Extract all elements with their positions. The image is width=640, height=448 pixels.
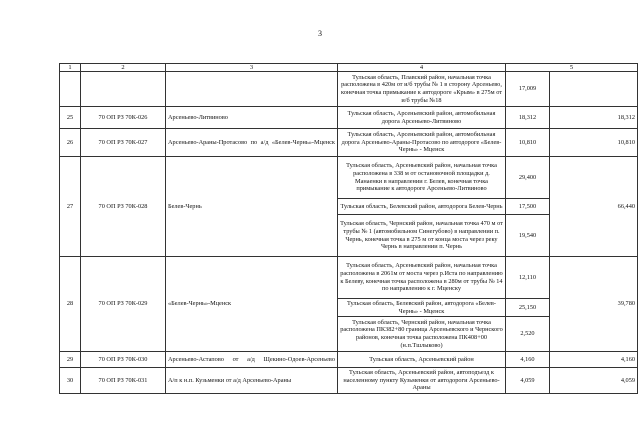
header-cell-2: 2 <box>81 64 166 72</box>
header-cell-5: 5 <box>506 64 638 72</box>
table-row <box>60 352 638 368</box>
segment-description: Тульская область, Чернский район, начальная точка расположена ПК382+80 граница Арсеньевского и Чернского районов, конечная точка расположена ПК408+00 (н.п.Тшлыково) <box>338 317 506 352</box>
row-number: 30 <box>60 368 81 394</box>
page-number: 3 <box>318 29 322 38</box>
segment-description: Тульская область, Арсеньевский район, начальная точка расположена в 2061м от моста через р.Иста по направлению к Белеву, конечная точка расположена в 280м от трубы № 14 по направлению к г. Мценску <box>338 257 506 299</box>
segment-description: Тульская область, Арсеньевский район, автоподъезд к населенному пункту Кузьменки от автодороги Арсеньево-Араны <box>338 368 506 394</box>
segment-description: Тульская область, Арсеньевский район, автомобильная дорога Арсеньево-Араны-Протасово по автодороге «Белев-Чернь» - Мценск <box>338 129 506 157</box>
road-name: Белев-Чернь <box>166 157 338 257</box>
road-total-length: 10,810 <box>550 129 638 157</box>
table-row <box>60 107 638 129</box>
segment-description: Тульская область, Плавский район, начальная точка расположена в 420м от и/б трубы № 1 в сторону Арсеньево, конечная точка примыкание к автодороге «Крым» в 275м от и/б трубы №18 <box>338 72 506 107</box>
road-id: 70 ОП РЗ 70К-028 <box>81 157 166 257</box>
road-id: 70 ОП РЗ 70К-027 <box>81 129 166 157</box>
segment-description: Тульская область, Чернский район, начальная точка 470 м от трубы № 1 (автомобильном Синегубово) в направлении п. Чернь, конечная точка в 275 м от конца моста через реку Чернь в направлении п. Чернь <box>338 215 506 257</box>
road-total-length: 66,440 <box>550 157 638 257</box>
segment-description: Тульская область, Белевский район, автодорога «Белев-Чернь» - Мценск <box>338 299 506 317</box>
row-number: 27 <box>60 157 81 257</box>
row-number: 28 <box>60 257 81 352</box>
road-name: Арсеньево-Литвиново <box>166 107 338 129</box>
table-row <box>60 368 638 394</box>
segment-length: 12,110 <box>506 257 550 299</box>
segment-description: Тульская область, Арсеньевский район, начальная точка расположена в 338 м от остановочной площадки д. Манаенки в направлении г. Белев, конечная точка примыкание к автодороге Арсеньево-Литвиново <box>338 157 506 199</box>
road-total-length: 18,312 <box>550 107 638 129</box>
road-id: 70 ОП РЗ 70К-031 <box>81 368 166 394</box>
header-cell-1: 1 <box>60 64 81 72</box>
header-cell-3: 3 <box>166 64 338 72</box>
segment-length: 10,810 <box>506 129 550 157</box>
road-total-length: 4,160 <box>550 352 638 368</box>
header-cell-4: 4 <box>338 64 506 72</box>
row-number: 25 <box>60 107 81 129</box>
segment-length: 18,312 <box>506 107 550 129</box>
segment-length: 25,150 <box>506 299 550 317</box>
road-id: 70 ОП РЗ 70К-026 <box>81 107 166 129</box>
road-id: 70 ОП РЗ 70К-030 <box>81 352 166 368</box>
road-id: 70 ОП РЗ 70К-029 <box>81 257 166 352</box>
header-row <box>60 64 638 72</box>
segment-length: 17,009 <box>506 72 550 107</box>
table-row <box>60 129 638 157</box>
segment-length: 2,520 <box>506 317 550 352</box>
table-row <box>60 72 638 107</box>
table-row <box>60 257 638 299</box>
road-total-length: 4,059 <box>550 368 638 394</box>
segment-length: 29,400 <box>506 157 550 199</box>
segment-length: 4,160 <box>506 352 550 368</box>
segment-length: 17,500 <box>506 199 550 215</box>
row-number: 26 <box>60 129 81 157</box>
row-number: 29 <box>60 352 81 368</box>
segment-length: 19,540 <box>506 215 550 257</box>
road-name: А/п к н.п. Кузьменки от а/д Арсеньево-Араны <box>166 368 338 394</box>
road-registry-table <box>59 63 638 394</box>
segment-description: Тульская область, Арсеньевский район, автомобильная дорога Арсеньево-Литвиново <box>338 107 506 129</box>
table-row <box>60 157 638 199</box>
road-name: Арсеньево-Астапово от а/д Щекино-Одоев-Арсеньево <box>166 352 338 368</box>
segment-description: Тульская область, Белевский район, автодорога Белев-Чернь <box>338 199 506 215</box>
road-name: «Белев-Чернь»-Мценск <box>166 257 338 352</box>
road-total-length: 39,780 <box>550 257 638 352</box>
segment-length: 4,059 <box>506 368 550 394</box>
road-name: Арсеньево-Араны-Протасово по а/д «Белев-Чернь»-Мценск <box>166 129 338 157</box>
segment-description: Тульская область, Арсеньевский район <box>338 352 506 368</box>
